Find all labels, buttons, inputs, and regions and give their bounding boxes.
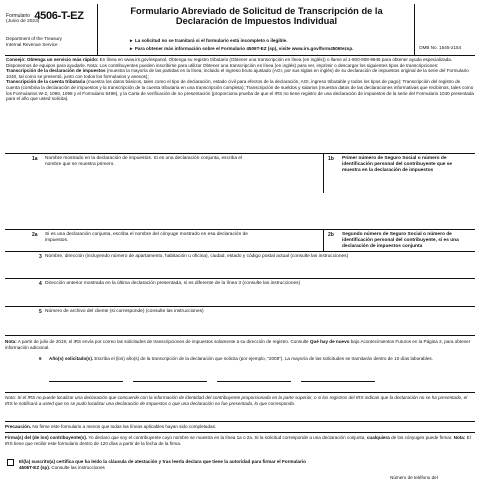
- line-4-label: Dirección anterior mostrada en la última declaración presentada, si es diferente de la línea 3 (consulte las instrucciones): [45, 281, 301, 286]
- line-1-row: [5, 153, 475, 193]
- return-transcript-label: Transcripción de la declaración de impuestos: [6, 68, 106, 74]
- signature-label: Firma(s) del (de los) contribuyente(s).: [5, 435, 88, 440]
- form-id-block: [5, 4, 98, 55]
- line-2b-label: Segundo número de Seguro Social o número de identificación personal del contribuyente, si es una declaración de impuestos conjunta: [342, 232, 459, 249]
- more-info-note: ► Para obtener más información sobre el Formulario 4506T-EZ (sp), visite www.irs.gov/form4506tezsp.: [129, 45, 354, 51]
- form-header: [5, 4, 475, 56]
- note-not-found: Nota: Si el IRS no puede localizar una declaración que concuerde con la información de identidad del contribuyente proporcionada en la parte superior, o si los registros del IRS indican que la declaración no se ha presentado, el IRS le notificará a usted que no se pudo localizar una declaración de impuestos o que una declaración no fue presentada, lo que corresponda.: [5, 392, 475, 406]
- line-1a-input[interactable]: [5, 168, 323, 193]
- signature-text: Yo declaro que soy el contribuyente cuyo nombre se muestra en la línea 1a o 2a. Si la solicitud corresponde a una declaración conjunta,: [87, 435, 367, 440]
- title-line-1: Formulario Abreviado de Solicitud de Transcripción de la: [130, 6, 383, 16]
- line-1a-number: 1a: [32, 156, 38, 162]
- years-requested-text: Escriba el (los) año(s) de la transcripción de la declaración que solicita (por ejemplo, "2008"). La mayoría de las solicitudes se tramitarán dentro de 10 días laborables.: [93, 356, 433, 361]
- header-notes: [129, 37, 419, 53]
- incomplete-note: ► La solicitud no se tramitará si el formulario está incompleto o ilegible.: [129, 38, 288, 43]
- line-2-row: [5, 229, 475, 252]
- line-4-number: 4: [39, 281, 42, 287]
- attestation-checkbox-wrap: [7, 459, 19, 467]
- caution-text: No firme este formulario a menos que todas las líneas aplicables hayan sido completadas.: [31, 424, 217, 429]
- caution-label: Precaución.: [5, 424, 32, 429]
- return-transcript-text: (muestra la mayoría de las partidas en la línea, incluido el ingreso bruto ajustado (AGI, por sus siglas en inglés) de su declaración de impuestos original de la serie del Formulario 1040, tal como se presentó, junto con todos los formularios y anexos);: [6, 68, 469, 79]
- line-2a-number: 2a: [32, 232, 38, 238]
- attestation-text: [19, 459, 319, 470]
- line-2a-label: Si es una declaración conjunta, escriba el nombre del cónyuge mostrado en esa declaración de impuestos.: [45, 232, 248, 243]
- line-6-row: [5, 356, 475, 386]
- form-page: [5, 0, 475, 480]
- signature-declaration: [5, 432, 475, 446]
- line-5-number: 5: [39, 309, 42, 315]
- title-block: [99, 4, 415, 55]
- agency-block: [6, 36, 62, 47]
- intro-tip-text: En línea en www.irs.gov/espanol, Obtenga su registro tributario (Obtener una transcripción en línea (en inglés)) o llame al 1-800-908-9946 para obtener ayuda especializada. Disponemos de equipos para ayudarle. Nota: Los contribuyentes pueden inscribirse para utilizar Obtener una transcripción en línea (en inglés) para ver, imprimir o descargar los siguientes tipos de transcripciones:: [6, 57, 453, 68]
- omb-block: [416, 4, 475, 55]
- line-2-divider: [323, 230, 324, 252]
- note-1-text: A partir de julio de 2019, el IRS envía por correo las solicitudes de transcripciones de impuestos solamente a su dirección de registro. Consulte: [16, 339, 310, 344]
- note-1-label: Nota:: [5, 339, 17, 344]
- line-3-label: Nombre, dirección (incluyendo número de apartamento, habitación u oficina), ciudad, estado y código postal actual (consulte las instrucciones): [45, 254, 349, 259]
- attestation-bold: El(la) suscrito(a) certifica que ha leído la cláusula de atestación y tras leerla declara que tiene la autoridad para firmar el Formulario 4506T-EZ (sp).: [19, 459, 306, 470]
- either-spouse-label: cualquiera: [366, 435, 390, 440]
- whats-new-label: Qué hay de nuevo: [309, 339, 350, 344]
- attestation-checkbox[interactable]: [7, 459, 14, 466]
- form-label: Formulario: [6, 13, 30, 19]
- years-requested-label: Año(s) solicitado(s).: [49, 356, 94, 361]
- form-title: [99, 6, 414, 27]
- line-2b-number: 2b: [328, 232, 334, 238]
- signature-text-2: de los cónyuges puede firmar.: [389, 435, 454, 440]
- signature-note-label: Nota:: [453, 435, 466, 440]
- line-4-row[interactable]: [5, 278, 475, 307]
- omb-number: OMB No. 1545-2154: [419, 45, 462, 50]
- attestation-see-instructions: Consulte las instrucciones: [50, 464, 105, 470]
- line-1b-label: Primer número de Seguro Social o número de identificación personal del contribuyente que se muestra en la declaración de impuestos: [342, 156, 453, 173]
- account-transcript-label: Transcripción de la cuenta tributaria: [6, 79, 86, 85]
- year-field-4[interactable]: [301, 381, 375, 382]
- form-revision: (Junio de 2023): [6, 19, 40, 24]
- dept-name: Department of the Treasury: [6, 36, 62, 41]
- intro-para-1: [6, 57, 474, 68]
- line-6-number: 6: [39, 356, 42, 361]
- account-transcript-text: (muestra los datos básicos, tales como el tipo de declaración, estado civil para efectos de la declaración, AGI, ingreso tributable y todos los tipos de pago); Transcripción del registro de cuenta (combina la declaración de impuestos y la transcripción de la cuenta tributaria en una transcripción completa); Transcripción de sueldos y salarios (muestra datos de las declaraciones informativas que recibimos, tales como los Formularios W-2, 1099, 1098 y el Formulario 5498), y la Carta de verificación de no presentación (proporciona prueba de que el IRS no tiene registro de una declaración de impuestos de la serie del Formulario 1040 presentada para el año que usted solicita).: [6, 79, 474, 102]
- intro-para-2: [6, 68, 474, 79]
- intro-tip-label: Consejo: Obtenga un servicio más rápido:: [6, 57, 99, 62]
- intro-text: [6, 57, 474, 102]
- title-line-2: Declaración de Impuestos Individual: [175, 16, 338, 27]
- line-1b-input[interactable]: [324, 176, 475, 193]
- line-1a-label: Nombre mostrado en la declaración de impuestos. Si es una declaración conjunta, escriba el nombre que se muestra primero.: [45, 156, 243, 167]
- line-6-label: [49, 356, 469, 362]
- caution-row: [5, 421, 475, 430]
- intro-para-3: [6, 79, 474, 101]
- note-mail-address: [5, 335, 475, 350]
- line-5-label: Número de archivo del cliente (si corresponde) (consulte las instrucciones): [45, 309, 204, 314]
- line-3-number: 3: [39, 254, 42, 260]
- note-1-text-2: bajo Acontecimientos Futuros en la Página 2, para obtener información adicional.: [5, 339, 471, 350]
- year-field-2[interactable]: [133, 381, 207, 382]
- line-3-row[interactable]: [5, 251, 475, 279]
- irs-name: Internal Revenue Service: [6, 41, 58, 47]
- year-field-1[interactable]: [49, 381, 123, 382]
- signature-text-3: El IRS tiene que recibir este formulario dentro de 120 días a partir de la fecha de la firma.: [5, 435, 471, 446]
- line-1b-number: 1b: [328, 156, 334, 162]
- year-field-3[interactable]: [217, 381, 291, 382]
- line-5-row[interactable]: [5, 306, 475, 336]
- phone-label: Número de teléfono del: [390, 475, 438, 480]
- form-number: 4506-T-EZ: [34, 10, 84, 22]
